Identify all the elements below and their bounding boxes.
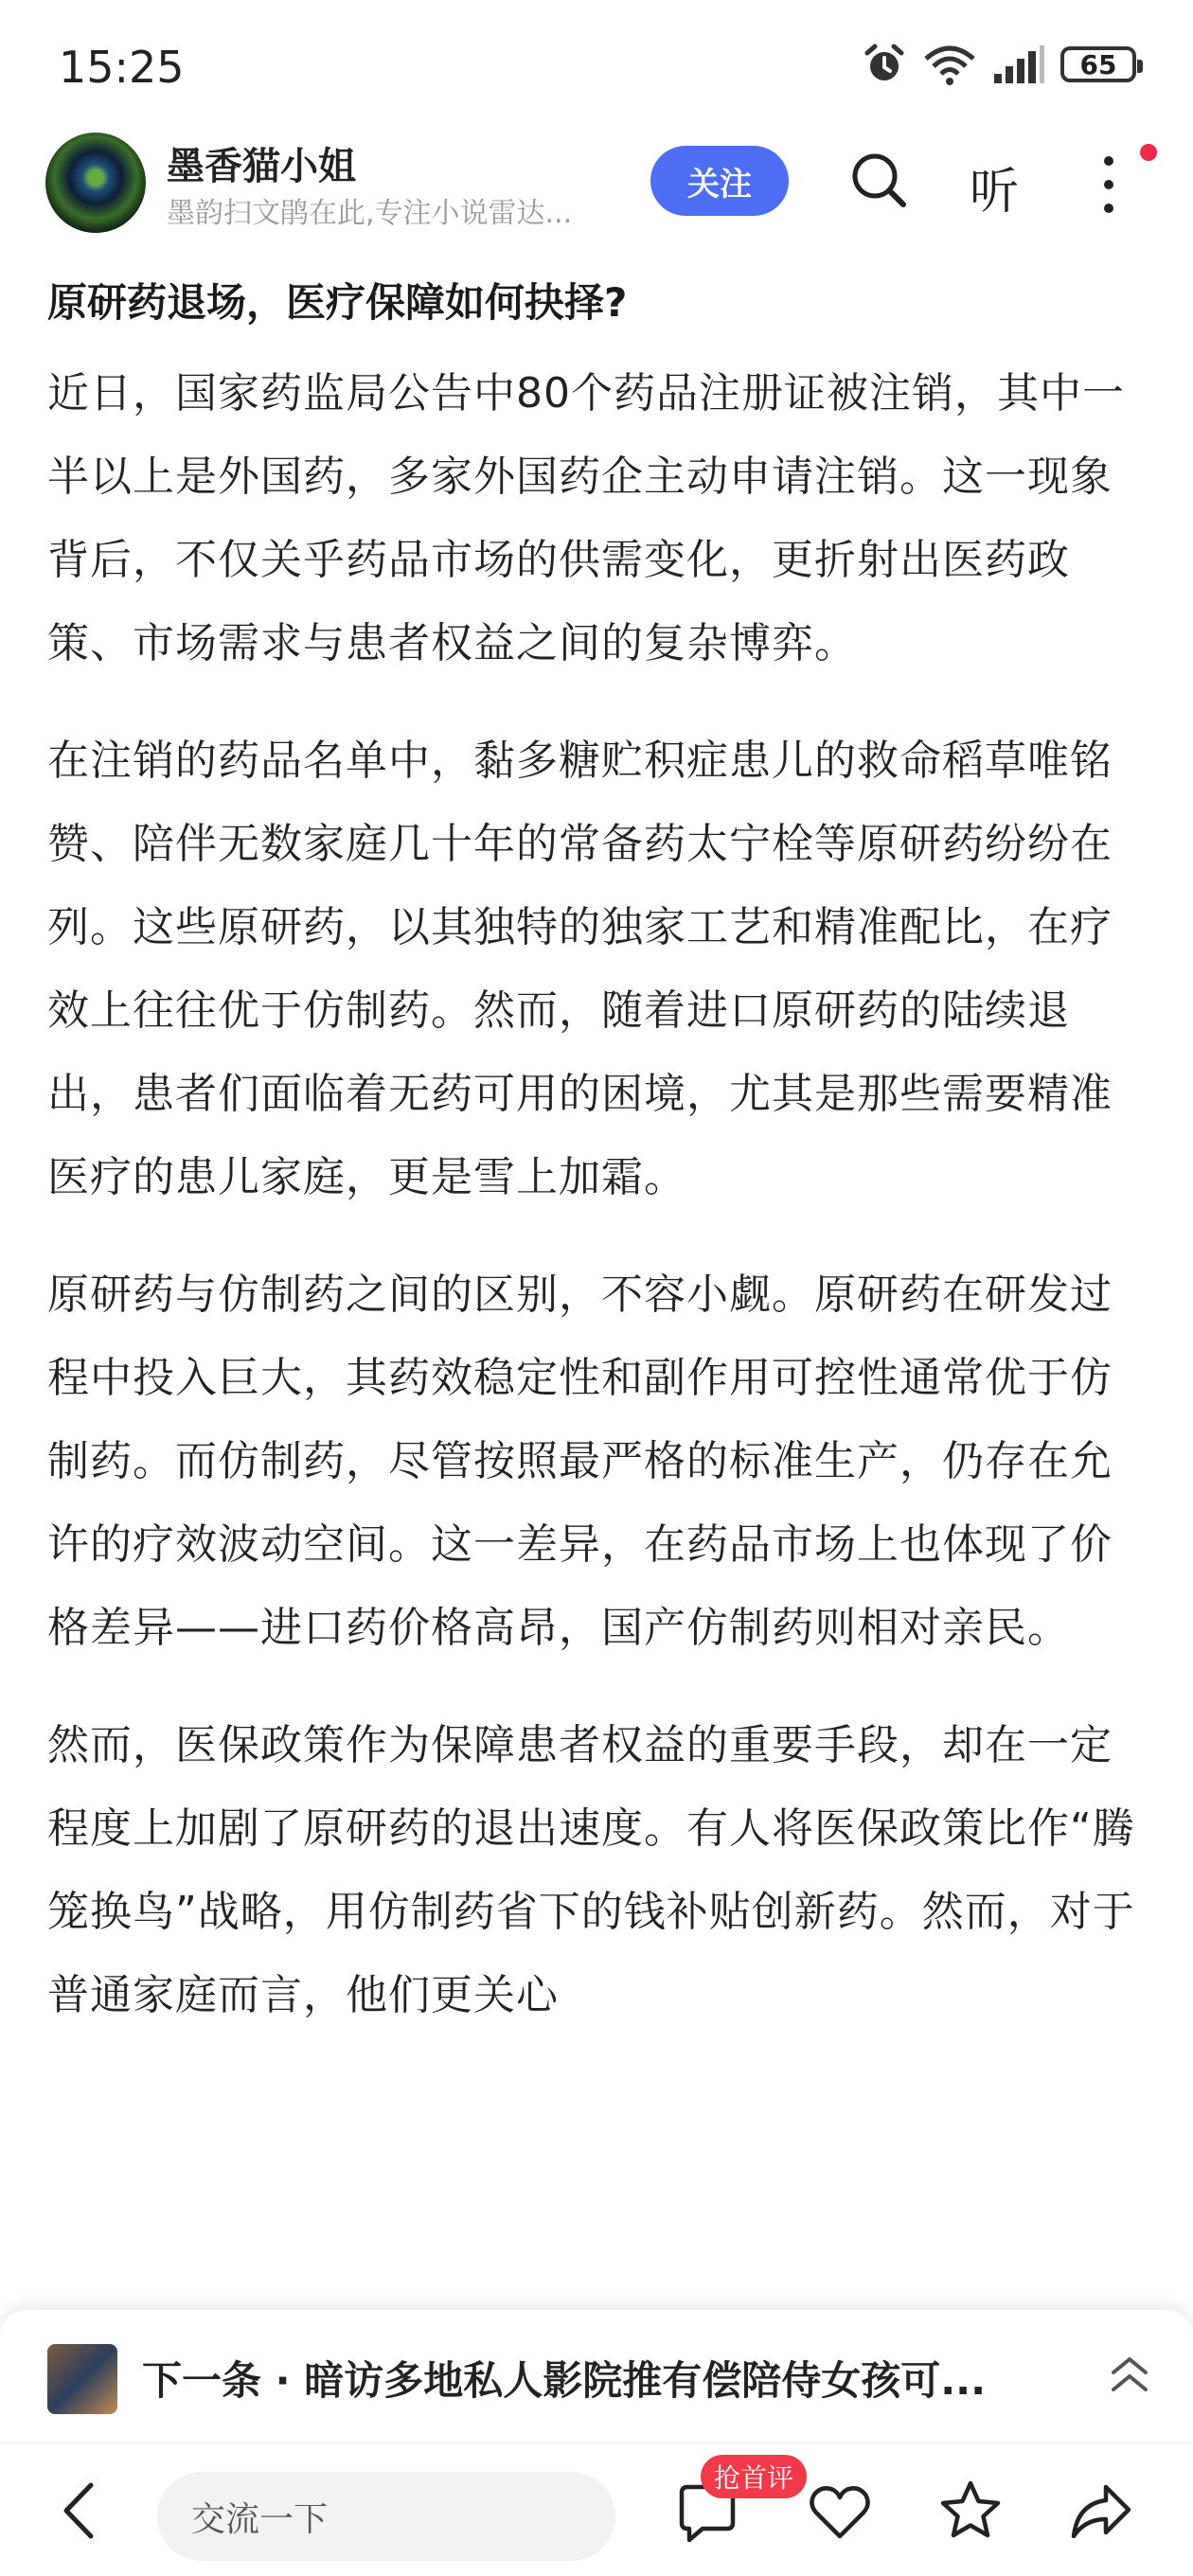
next-article-thumbnail[interactable]	[47, 2344, 117, 2414]
more-vertical-icon[interactable]	[1095, 151, 1123, 218]
listen-button[interactable]: 听	[970, 164, 1020, 221]
next-article-bar[interactable]	[0, 2310, 1193, 2443]
wifi-icon	[922, 42, 977, 87]
battery-level: 65	[1079, 48, 1117, 80]
author-description: 墨韵扫文鹃在此,专注小说雷达...	[167, 197, 573, 230]
back-icon[interactable]	[57, 2478, 100, 2544]
article-body	[47, 275, 1146, 2071]
alarm-icon	[862, 42, 907, 87]
next-article-title[interactable]: 下一条 · 暗访多地私人影院推有偿陪侍女孩可...	[142, 2357, 987, 2404]
article-title: 原研药退场，医疗保障如何抉择?	[47, 279, 628, 326]
notification-dot	[1140, 144, 1157, 161]
article-paragraph: 在注销的药品名单中，黏多糖贮积症患儿的救命稻草唯铭赞、陪伴无数家庭几十年的常备药太宁栓等原研药纷纷在列。这些原研药，以其独特的独家工艺和精准配比，在疗效上往往优于仿制药。然而，随着进口原研药的陆续退出，患者们面临着无药可用的困境，尤其是那些需要精准医疗的患儿家庭，更是雪上加霜。	[47, 737, 1113, 1201]
status-bar	[0, 0, 1193, 133]
status-time: 15:25	[59, 42, 185, 93]
article-paragraph: 原研药与仿制药之间的区别，不容小觑。原研药在研发过程中投入巨大，其药效稳定性和副作用可控性通常优于仿制药。而仿制药，尽管按照最严格的标准生产，仍存在允许的疗效波动空间。这一差异，在药品市场上也体现了价格差异——进口药价格高昂，国产仿制药则相对亲民。	[47, 1270, 1113, 1652]
share-icon[interactable]	[1068, 2481, 1134, 2542]
avatar[interactable]	[45, 133, 146, 233]
first-comment-badge[interactable]: 抢首评	[701, 2455, 807, 2498]
comment-input[interactable]: 交流一下	[157, 2472, 615, 2561]
search-icon[interactable]	[848, 150, 909, 210]
signal-icon	[992, 44, 1045, 85]
star-icon[interactable]	[937, 2478, 1004, 2544]
follow-button[interactable]: 关注	[650, 146, 789, 216]
battery-icon	[1060, 46, 1136, 82]
bottom-action-bar	[0, 2443, 1193, 2576]
author-header	[0, 133, 1193, 239]
article-paragraph: 然而，医保政策作为保障患者权益的重要手段，却在一定程度上加剧了原研药的退出速度。有人将医保政策比作“腾笼换鸟”战略，用仿制药省下的钱补贴创新药。然而，对于普通家庭而言，他们更关心	[47, 1721, 1135, 2019]
heart-icon[interactable]	[807, 2481, 873, 2542]
chevron-up-icon[interactable]	[1108, 2352, 1151, 2399]
author-name[interactable]: 墨香猫小姐	[167, 145, 356, 188]
article-paragraph: 近日，国家药监局公告中80个药品注册证被注销，其中一半以上是外国药，多家外国药企主动申请注销。这一现象背后，不仅关乎药品市场的供需变化，更折射出医药政策、市场需求与患者权益之间的复杂博弈。	[47, 369, 1125, 667]
status-icons	[862, 38, 1136, 91]
